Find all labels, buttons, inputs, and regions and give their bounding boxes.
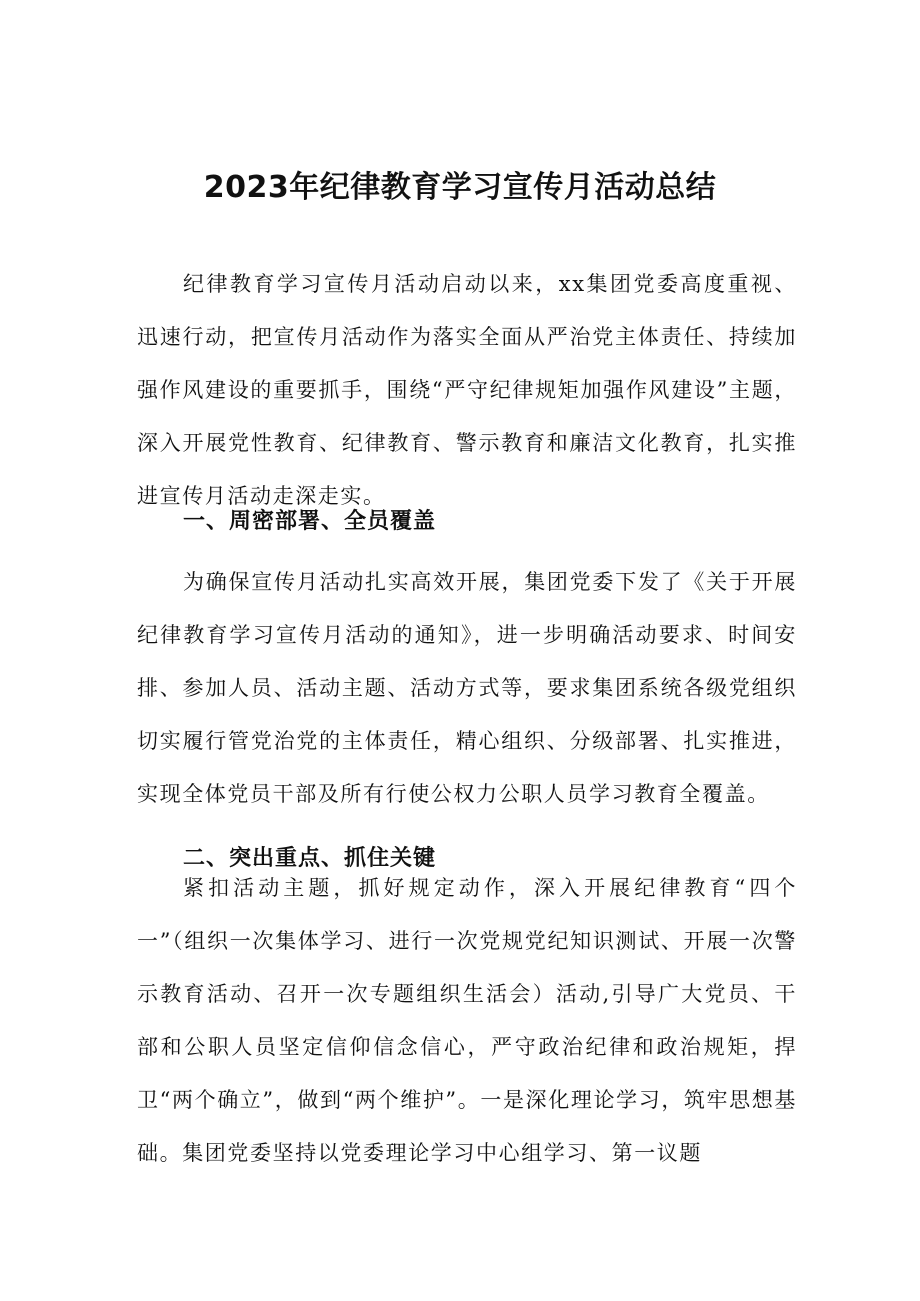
section-2-heading: 二、突出重点、抓住关键: [183, 846, 437, 871]
section-2-paragraph: 紧扣活动主题，抓好规定动作，深入开展纪律教育“四个一”（组织一次集体学习、进行一次党规党纪知识测试、开展一次警示教育活动、召开一次专题组织生活会）活动,引导广大党员、干部和公职人员坚定信仰信念信心，严守政治纪律和政治规矩，捍卫“两个确立”，做到“两个维护”。一是深化理论学习，筑牢思想基础。集团党委坚持以党委理论学习中心组学习、第一议题: [137, 876, 797, 1165]
document-title: 2023年纪律教育学习宣传月活动总结: [203, 170, 717, 205]
intro-paragraph: 纪律教育学习宣传月活动启动以来，xx集团党委高度重视、迅速行动，把宣传月活动作为落实全面从严治党主体责任、持续加强作风建设的重要抓手，围绕“严守纪律规矩加强作风建设”主题，深入开展党性教育、纪律教育、警示教育和廉洁文化教育，扎实推进宣传月活动走深走实。: [137, 272, 797, 508]
section-1-paragraph: 为确保宣传月活动扎实高效开展，集团党委下发了《关于开展纪律教育学习宣传月活动的通知》，进一步明确活动要求、时间安排、参加人员、活动主题、活动方式等，要求集团系统各级党组织切实履行管党治党的主体责任，精心组织、分级部署、扎实推进，实现全体党员干部及所有行使公权力公职人员学习教育全覆盖。: [137, 570, 797, 806]
section-1-heading: 一、周密部署、全员覆盖: [183, 509, 437, 534]
